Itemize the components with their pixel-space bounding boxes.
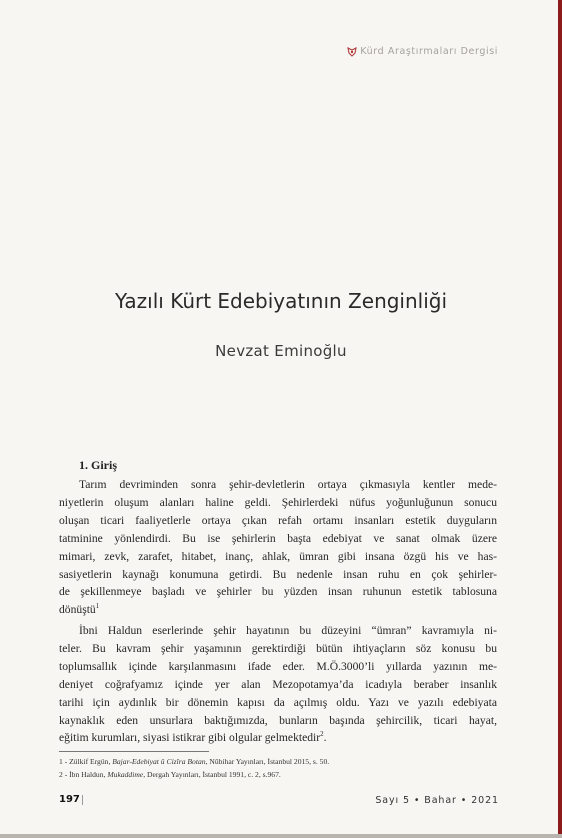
paragraph-line: deniyet coğrafyamız içinde yer alan Mezopotamya’da icadıyla beraber insanlık	[59, 677, 497, 691]
paragraph-period: .	[323, 731, 327, 745]
footnote-1	[59, 756, 499, 769]
footnote-ref-1[interactable]: 1	[95, 602, 100, 611]
paragraph-line: de şekillenmeye başladı ve şehirler bu yüzden insan ruhunun estetik tablosuna	[59, 585, 497, 599]
paragraph-line: mimari, zevk, zarafet, hitabet, inanç, ahlak, ümran gibi insana özgü his ve has-	[59, 549, 497, 563]
paragraph-line: toplumsallık içinde karşılanmasını ifade eder. M.Ö.3000’li yıllarda yazının me-	[59, 659, 497, 673]
page-number-divider	[82, 795, 83, 805]
paragraph-line: İbni Haldun eserlerinde şehir hayatının bu düzeyini “ümran” kavramıyla ni-	[79, 624, 497, 637]
paragraph-line: sasiyetlerin kaynağı konumuna getirdi. Bu nedenle insan ruhu en çok şehirler-	[59, 567, 497, 581]
paragraph-line: teler. Bu kavram şehir yaşamının gerektirdiği bütün ihtiyaçların söz konusu bu	[59, 641, 497, 655]
page-number: 197	[59, 794, 80, 805]
article-author: Nevzat Eminoğlu	[215, 342, 347, 360]
footnote-number: 1 -	[59, 757, 68, 766]
paragraph-line-text: eğitim kurumları, siyasi istikrar gibi olgular gelmektedir	[59, 731, 321, 745]
paragraph-last-line	[59, 601, 497, 619]
paragraph-line: kaynaklık eden unsurlara baktığımızda, bunların başında şehircilik, ticari hayat,	[59, 713, 497, 727]
paragraph-line: tatminine yönlendirdi. Bu ise şehirlerin başta edebiyat ve sanat olmak üzere	[59, 531, 497, 545]
footnote-divider	[59, 751, 209, 752]
footnote-text: Zülkif Ergün,	[69, 757, 113, 766]
paragraph-2	[59, 622, 497, 747]
footnote-2	[59, 769, 499, 782]
footnote-ref-2[interactable]: 2	[320, 730, 324, 739]
footnote-text: İbn Haldun,	[69, 769, 108, 779]
footnote-text: , Dergah Yayınları, İstanbul 1991, c. 2, s.967.	[143, 769, 281, 779]
footnote-number: 2 -	[59, 769, 68, 779]
footnotes	[59, 756, 499, 781]
paragraph-last-line	[59, 729, 497, 747]
journal-name: Kürd Araştırmaları Dergisi	[360, 46, 498, 57]
running-header	[347, 46, 498, 57]
paragraph-line: oluşan ticari faaliyetlerle ortaya çıkan refah ortamı insanları estetik duyguların	[59, 513, 497, 527]
paragraph-line-text: dönüştü	[59, 603, 96, 617]
page-edge-accent	[558, 0, 562, 838]
article-title: Yazılı Kürt Edebiyatının Zenginliği	[114, 289, 448, 313]
issue-info: Sayı 5 • Bahar • 2021	[375, 795, 499, 806]
paragraph-line: tarihi için aydınlık bir dönemin kapısı da açılmış oldu. Yazı ve yazılı edebiyata	[59, 695, 497, 709]
page-edge-bottom	[0, 834, 562, 838]
footnote-title: Mukaddime	[107, 769, 144, 779]
paragraph-line: niyetlerin oluşum alanları haline geldi. Şehirlerdeki nüfus yoğunluğunun sonucu	[59, 495, 497, 509]
section-heading: 1. Giriş	[79, 458, 117, 472]
paragraph-1	[59, 476, 497, 619]
footnote-text: , Nûbihar Yayınları, İstanbul 2015, s. 50.	[205, 757, 330, 766]
journal-logo-icon	[347, 47, 357, 57]
paragraph-line: Tarım devriminden sonra şehir-devletlerin ortaya çıkmasıyla kentler mede-	[79, 478, 497, 491]
footnote-title: Bajar-Edebiyat û Cizîra Botan	[112, 757, 206, 766]
